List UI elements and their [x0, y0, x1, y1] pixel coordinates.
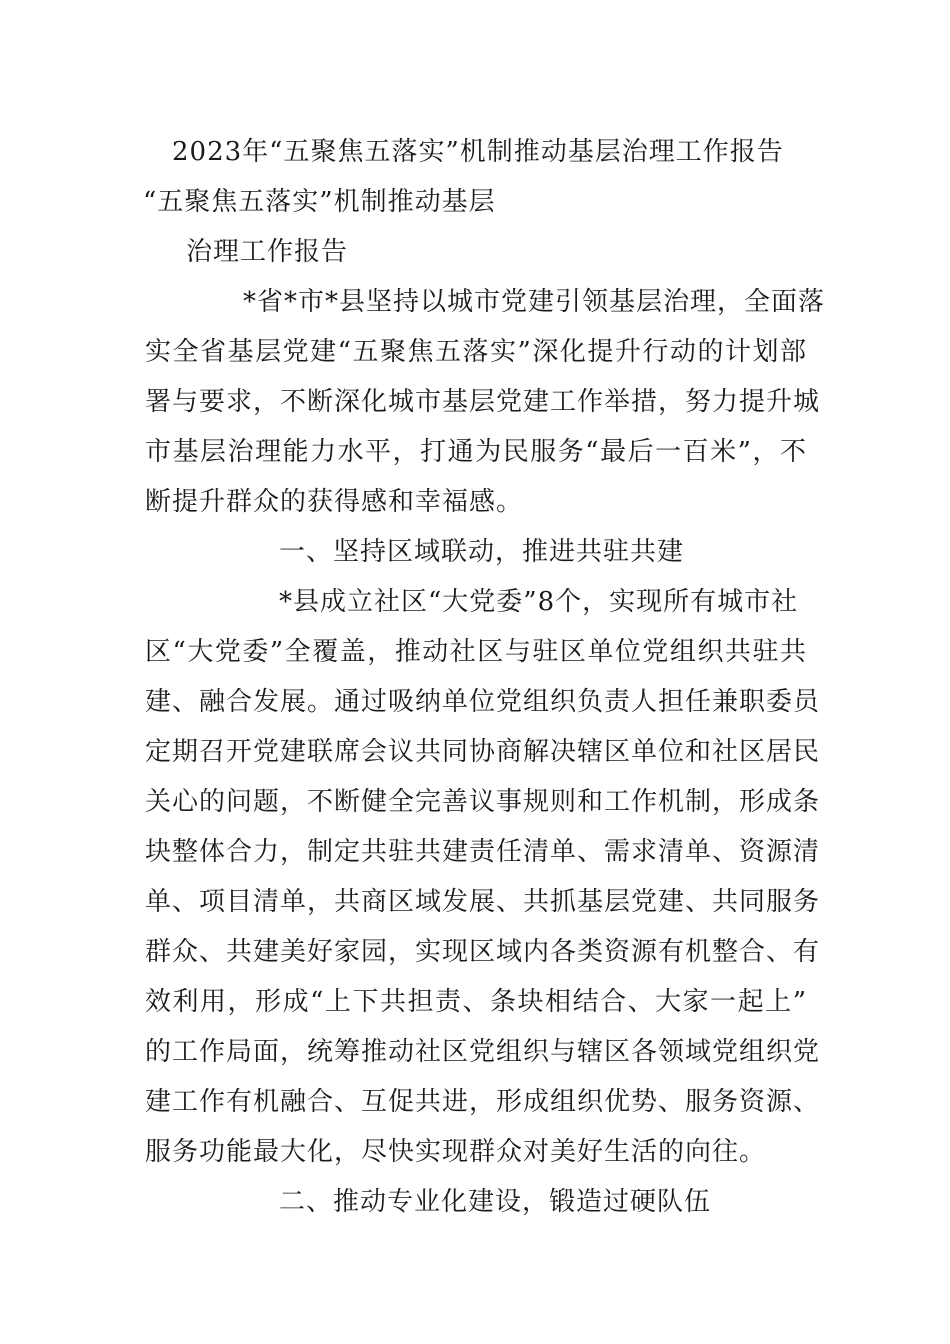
section-1-line-1: *县成立社区“大党委”8个，实现所有城市社 [279, 587, 799, 617]
intro-line-5: 断提升群众的获得感和幸福感。 [145, 487, 524, 517]
section-1-line-3: 建、融合发展。通过吸纳单位党组织负责人担任兼职委员 [145, 687, 821, 717]
intro-line-4: 市基层治理能力水平，打通为民服务“最后一百米”，不 [145, 437, 807, 467]
section-1-line-7: 单、项目清单，共商区域发展、共抓基层党建、共同服务 [145, 887, 821, 917]
intro-line-3: 署与要求，不断深化城市基层党建工作举措，努力提升城 [145, 387, 821, 417]
section-1-line-2: 区“大党委”全覆盖，推动社区与驻区单位党组织共驻共 [145, 637, 807, 667]
document-subtitle-line-2: 治理工作报告 [186, 237, 349, 267]
section-2-heading: 二、推动专业化建设，锻造过硬队伍 [279, 1187, 712, 1217]
document-subtitle-line-1: “五聚焦五落实”机制推动基层 [143, 187, 496, 217]
section-1-heading: 一、坚持区域联动，推进共驻共建 [279, 537, 685, 567]
section-1-line-6: 块整体合力，制定共驻共建责任清单、需求清单、资源清 [145, 837, 821, 867]
section-1-line-12: 服务功能最大化，尽快实现群众对美好生活的向往。 [145, 1137, 767, 1167]
intro-line-2: 实全省基层党建“五聚焦五落实”深化提升行动的计划部 [145, 337, 807, 367]
section-1-line-9: 效利用，形成“上下共担责、条块相结合、大家一起上” [145, 987, 807, 1017]
section-1-line-10: 的工作局面，统筹推动社区党组织与辖区各领域党组织党 [145, 1037, 821, 1067]
section-1-line-8: 群众、共建美好家园，实现区域内各类资源有机整合、有 [145, 937, 821, 967]
section-1-line-11: 建工作有机融合、互促共进，形成组织优势、服务资源、 [145, 1087, 821, 1117]
document-title: 2023年“五聚焦五落实”机制推动基层治理工作报告 [172, 137, 784, 167]
section-1-line-4: 定期召开党建联席会议共同协商解决辖区单位和社区居民 [145, 737, 821, 767]
intro-line-1: *省*市*县坚持以城市党建引领基层治理，全面落 [243, 287, 826, 317]
section-1-line-5: 关心的问题，不断健全完善议事规则和工作机制，形成条 [145, 787, 821, 817]
